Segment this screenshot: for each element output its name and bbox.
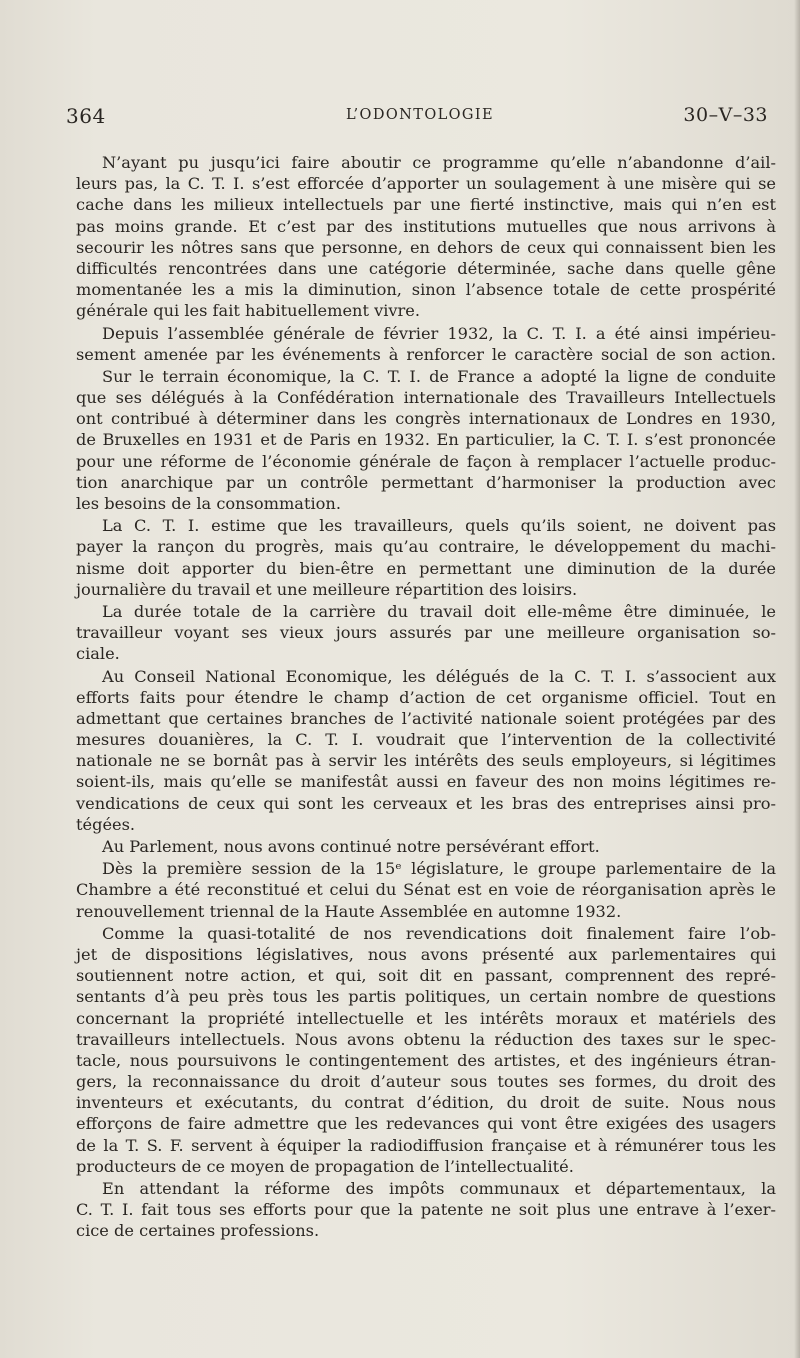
page-number: 364: [66, 104, 106, 128]
text-line: tacle, nous poursuivons le contingentement des artistes, et des ingénieurs étran-: [76, 1050, 776, 1070]
text-line: leurs pas, la C. T. I. s’est efforcée d’apporter un soulagement à une misère qui se: [76, 174, 776, 194]
text-line: travailleur voyant ses vieux jours assurés par une meilleure organisation so-: [76, 623, 776, 643]
running-head: [66, 104, 768, 132]
text-line: tégées.: [76, 814, 136, 834]
text-line: soutiennent notre action, et qui, soit dit en passant, comprennent des repré-: [76, 966, 776, 986]
text-line: efforts faits pour étendre le champ d’action de cet organisme officiel. Tout en: [76, 687, 776, 707]
text-line: les besoins de la consommation.: [76, 494, 341, 513]
text-line: mesures douanières, la C. T. I. voudrait que l’intervention de la collectivité: [76, 730, 776, 750]
text-line: de Bruxelles en 1931 et de Paris en 1932. En particulier, la C. T. I. s’est prononcée: [76, 430, 776, 450]
journal-title: L’ODONTOLOGIE: [346, 107, 495, 123]
text-line: Depuis l’assemblée générale de février 1932, la C. T. I. a été ainsi impérieu-: [102, 323, 776, 343]
text-line: secourir les nôtres sans que personne, en dehors de ceux qui connaissent bien les: [76, 237, 776, 257]
text-line: En attendant la réforme des impôts communaux et départementaux, la: [102, 1179, 776, 1198]
text-line: producteurs de ce moyen de propagation de l’intellectualité.: [76, 1156, 574, 1176]
text-line: payer la rançon du progrès, mais qu’au contraire, le développement du machi-: [76, 537, 776, 557]
text-line: cice de certaines professions.: [76, 1221, 320, 1241]
text-line: La durée totale de la carrière du travail doit elle-même être diminuée, le: [102, 601, 776, 621]
text-line: Sur le terrain économique, la C. T. I. de France a adopté la ligne de conduite: [102, 366, 776, 386]
text-line: Au Parlement, nous avons continué notre persévérant effort.: [102, 837, 600, 856]
text-line: gers, la reconnaissance du droit d’auteur sous toutes ses formes, du droit des: [76, 1072, 776, 1092]
article-body: [76, 152, 776, 1272]
issue-date: 30–V–33: [683, 104, 768, 126]
text-line: que ses délégués à la Confédération internationale des Travailleurs Intellectuels: [76, 388, 776, 408]
text-line: sentants d’à peu près tous les partis politiques, un certain nombre de questions: [76, 987, 776, 1007]
text-line: difficultés rencontrées dans une catégorie déterminée, sache dans quelle gêne: [76, 258, 776, 278]
text-line: sement amenée par les événements à renforcer le caractère social de son action.: [76, 344, 776, 364]
text-line: N’ayant pu jusqu’ici faire aboutir ce programme qu’elle n’abandonne d’ail-: [102, 153, 776, 172]
text-line: de la T. S. F. servent à équiper la radiodiffusion française et à rémunérer tous les: [76, 1135, 776, 1155]
text-line: jet de dispositions législatives, nous avons présenté aux parlementaires qui: [76, 944, 776, 964]
text-line: ciale.: [76, 644, 120, 664]
text-line: nationale ne se bornât pas à servir les intérêts des seuls employeurs, si légitimes: [76, 751, 776, 771]
text-line: tion anarchique par un contrôle permettant d’harmoniser la production avec: [76, 472, 776, 492]
text-line: concernant la propriété intellectuelle et les intérêts moraux et matériels des: [76, 1008, 776, 1028]
text-line: cache dans les milieux intellectuels par une fierté instinctive, mais qui n’en est: [76, 195, 776, 215]
text-line: soient-ils, mais qu’elle se manifestât aussi en faveur des non moins légitimes re-: [76, 772, 776, 792]
text-line: générale qui les fait habituellement vivre.: [76, 301, 421, 321]
page-edge-shadow: [794, 0, 800, 1358]
text-line: Dès la première session de la 15ᵉ législature, le groupe parlementaire de la: [102, 859, 776, 879]
text-line: travailleurs intellectuels. Nous avons obtenu la réduction des taxes sur le spec-: [76, 1029, 776, 1049]
text-line: renouvellement triennal de la Haute Assemblée en automne 1932.: [76, 901, 622, 921]
text-line: La C. T. I. estime que les travailleurs, quels qu’ils soient, ne doivent pas: [102, 516, 776, 536]
text-line: pour une réforme de l’économie générale de façon à remplacer l’actuelle produc-: [76, 451, 776, 471]
text-line: Au Conseil National Economique, les délégués de la C. T. I. s’associent aux: [102, 666, 776, 686]
text-line: pas moins grande. Et c’est par des institutions mutuelles que nous arrivons à: [76, 216, 776, 236]
text-line: ont contribué à déterminer dans les congrès internationaux de Londres en 1930,: [76, 409, 776, 429]
text-line: C. T. I. fait tous ses efforts pour que la patente ne soit plus une entrave à l’exer-: [76, 1200, 776, 1220]
text-line: momentanée les a mis la diminution, sinon l’absence totale de cette prospérité: [76, 280, 776, 300]
text-line: nisme doit apporter du bien-être en permettant une diminution de la durée: [76, 558, 776, 578]
text-line: admettant que certaines branches de l’activité nationale soient protégées par des: [76, 708, 776, 728]
text-line: journalière du travail et une meilleure répartition des loisirs.: [76, 579, 578, 599]
text-line: inventeurs et exécutants, du contrat d’édition, du droit de suite. Nous nous: [76, 1093, 776, 1113]
text-line: Comme la quasi-totalité de nos revendications doit finalement faire l’ob-: [102, 923, 776, 943]
text-line: vendications de ceux qui sont les cerveaux et les bras des entreprises ainsi pro-: [76, 793, 776, 813]
text-line: efforçons de faire admettre que les redevances qui vont être exigées des usagers: [76, 1114, 776, 1134]
text-line: Chambre a été reconstitué et celui du Sénat est en voie de réorganisation après le: [76, 880, 776, 900]
